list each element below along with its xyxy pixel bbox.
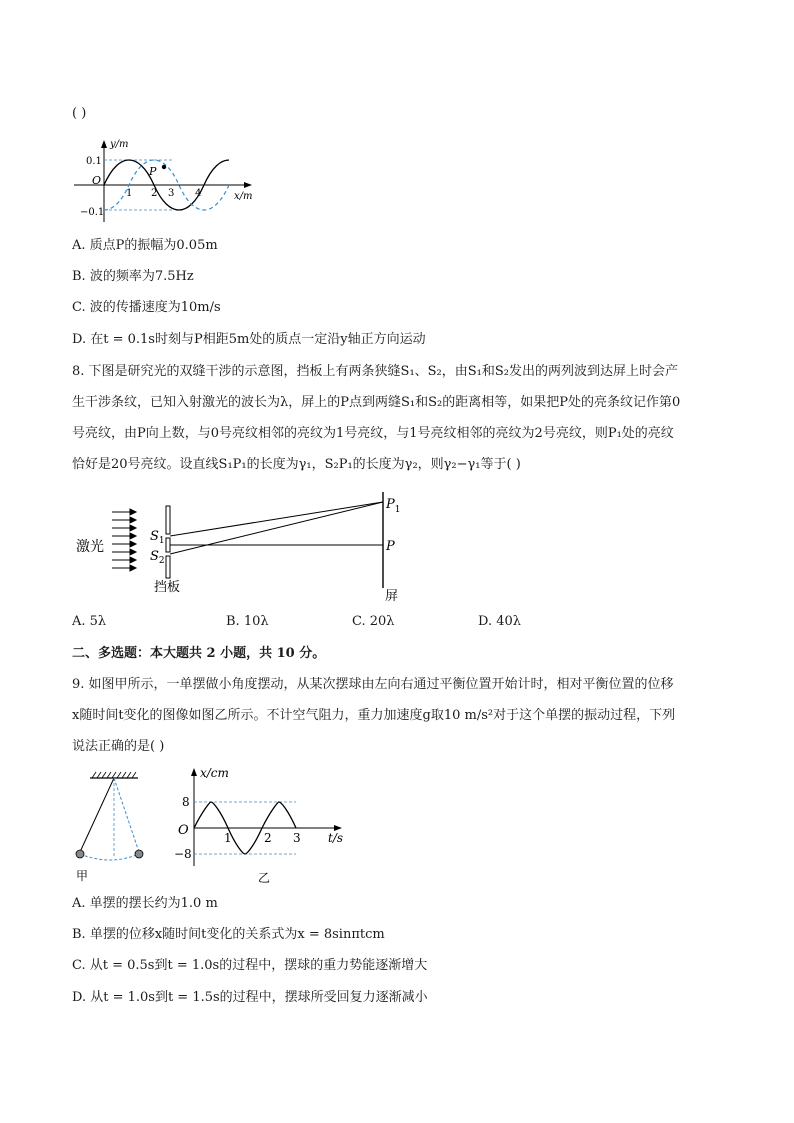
q7-x-tick-1: 1 (126, 188, 133, 199)
q9-x-tick-1: 1 (224, 831, 232, 845)
q7-x-tick-2: 2 (151, 188, 158, 199)
q7-point-p-label: P (149, 165, 157, 178)
q9-y-axis-label: x/cm (200, 766, 229, 780)
q9-option-c: C. 从t = 0.5s到t = 1.0s的过程中，摆球的重力势能逐渐增大 (72, 958, 428, 973)
q9-caption-yi: 乙 (258, 871, 271, 885)
q7-option-c: C. 波的传播速度为10m/s (72, 300, 221, 315)
q9-x-tick-2: 2 (264, 831, 272, 845)
q7-point-p (162, 165, 166, 169)
q9-string-left (80, 778, 114, 852)
q9-pendulum-figure (72, 770, 162, 882)
q7-y-neg-tick: −0.1 (80, 207, 105, 218)
q8-ray-s2-p1 (170, 502, 383, 554)
q8-option-b: B. 10λ (226, 614, 269, 629)
q8-baffle-label: 挡板 (154, 580, 181, 595)
q8-p-label: P (386, 539, 395, 554)
q9-caption-jia: 甲 (76, 869, 89, 882)
q8-stem-line-2: 生干涉条纹，已知入射激光的波长为λ，屏上的P点到两缝S₁和S₂的距离相等，如果把P处的亮条纹记作第0 (72, 395, 681, 410)
q9-stem-line-2: x随时间t变化的图像如图乙所示。不计空气阻力，重力加速度g取10 m/s²对于这个单摆的振动过程，下列 (72, 708, 676, 723)
q8-laser-label: 激光 (76, 539, 104, 555)
q8-stem-line-4: 恰好是20号亮纹。设直线S₁P₁的长度为γ₁，S₂P₁的长度为γ₂，则γ₂−γ₁等于( ) (72, 457, 521, 472)
q8-option-a: A. 5λ (72, 614, 107, 629)
q8-p1-label: $P_1$ (386, 497, 401, 515)
q9-option-a: A. 单摆的摆长约为1.0 m (72, 896, 218, 911)
q9-origin-label: O (178, 823, 189, 838)
q8-double-slit-figure (72, 492, 412, 604)
q8-s1-label: $S_1$ (150, 529, 165, 546)
q9-option-b: B. 单摆的位移x随时间t变化的关系式为x = 8sinπtcm (72, 927, 385, 942)
q7-wave-figure (72, 138, 262, 224)
q8-s2-label: $S_2$ (150, 549, 165, 566)
q9-stem-line-3: 说法正确的是( ) (72, 739, 165, 754)
q9-y-neg-tick: −8 (174, 847, 192, 861)
q8-stem-line-3: 号亮纹，由P向上数，与0号亮纹相邻的亮纹为1号亮纹，与1号亮纹相邻的亮纹为2号亮纹，则P₁处的亮纹 (72, 426, 674, 441)
q7-y-axis-label: y/m (110, 139, 129, 150)
q9-x-axis-label: t/s (328, 831, 344, 845)
q7-x-tick-4: 4 (195, 188, 202, 199)
q7-option-d: D. 在t = 0.1s时刻与P相距5m处的质点一定沿y轴正方向运动 (72, 332, 426, 347)
q8-ray-s1-p1 (170, 502, 383, 536)
q7-y-pos-tick: 0.1 (86, 156, 102, 167)
q7-x-axis-label: x/m (234, 191, 253, 202)
q8-screen-label: 屏 (385, 589, 399, 604)
section-2-heading: 二、多选题：本大题共 2 小题，共 10 分。 (72, 646, 326, 661)
q8-baffle-mid (166, 538, 170, 552)
q9-bob-left (76, 850, 84, 858)
q9-y-pos-tick: 8 (182, 795, 190, 809)
q8-option-c: C. 20λ (352, 614, 395, 629)
q7-origin-label: O (92, 174, 102, 187)
q8-baffle-top (166, 506, 170, 534)
q8-option-d: D. 40λ (478, 614, 522, 629)
q9-string-right (114, 778, 139, 852)
q7-answer-bracket: ( ) (72, 106, 87, 121)
q8-baffle-bottom (166, 556, 170, 578)
q7-x-tick-3: 3 (168, 188, 175, 199)
q9-displacement-graph (172, 762, 362, 886)
q7-option-a: A. 质点P的振幅为0.05m (72, 238, 218, 253)
q7-option-b: B. 波的频率为7.5Hz (72, 269, 194, 284)
q9-stem-line-1: 9. 如图甲所示，一单摆做小角度摆动，从某次摆球由左向右通过平衡位置开始计时，相对平衡位置的位移 (72, 677, 674, 692)
q8-stem-line-1: 8. 下图是研究光的双缝干涉的示意图，挡板上有两条狭缝S₁、S₂，由S₁和S₂发出的两列波到达屏上时会产 (72, 364, 679, 379)
q9-x-tick-3: 3 (293, 831, 301, 845)
q9-option-d: D. 从t = 1.0s到t = 1.5s的过程中，摆球所受回复力逐渐减小 (72, 990, 428, 1005)
q9-bob-right (135, 850, 143, 858)
